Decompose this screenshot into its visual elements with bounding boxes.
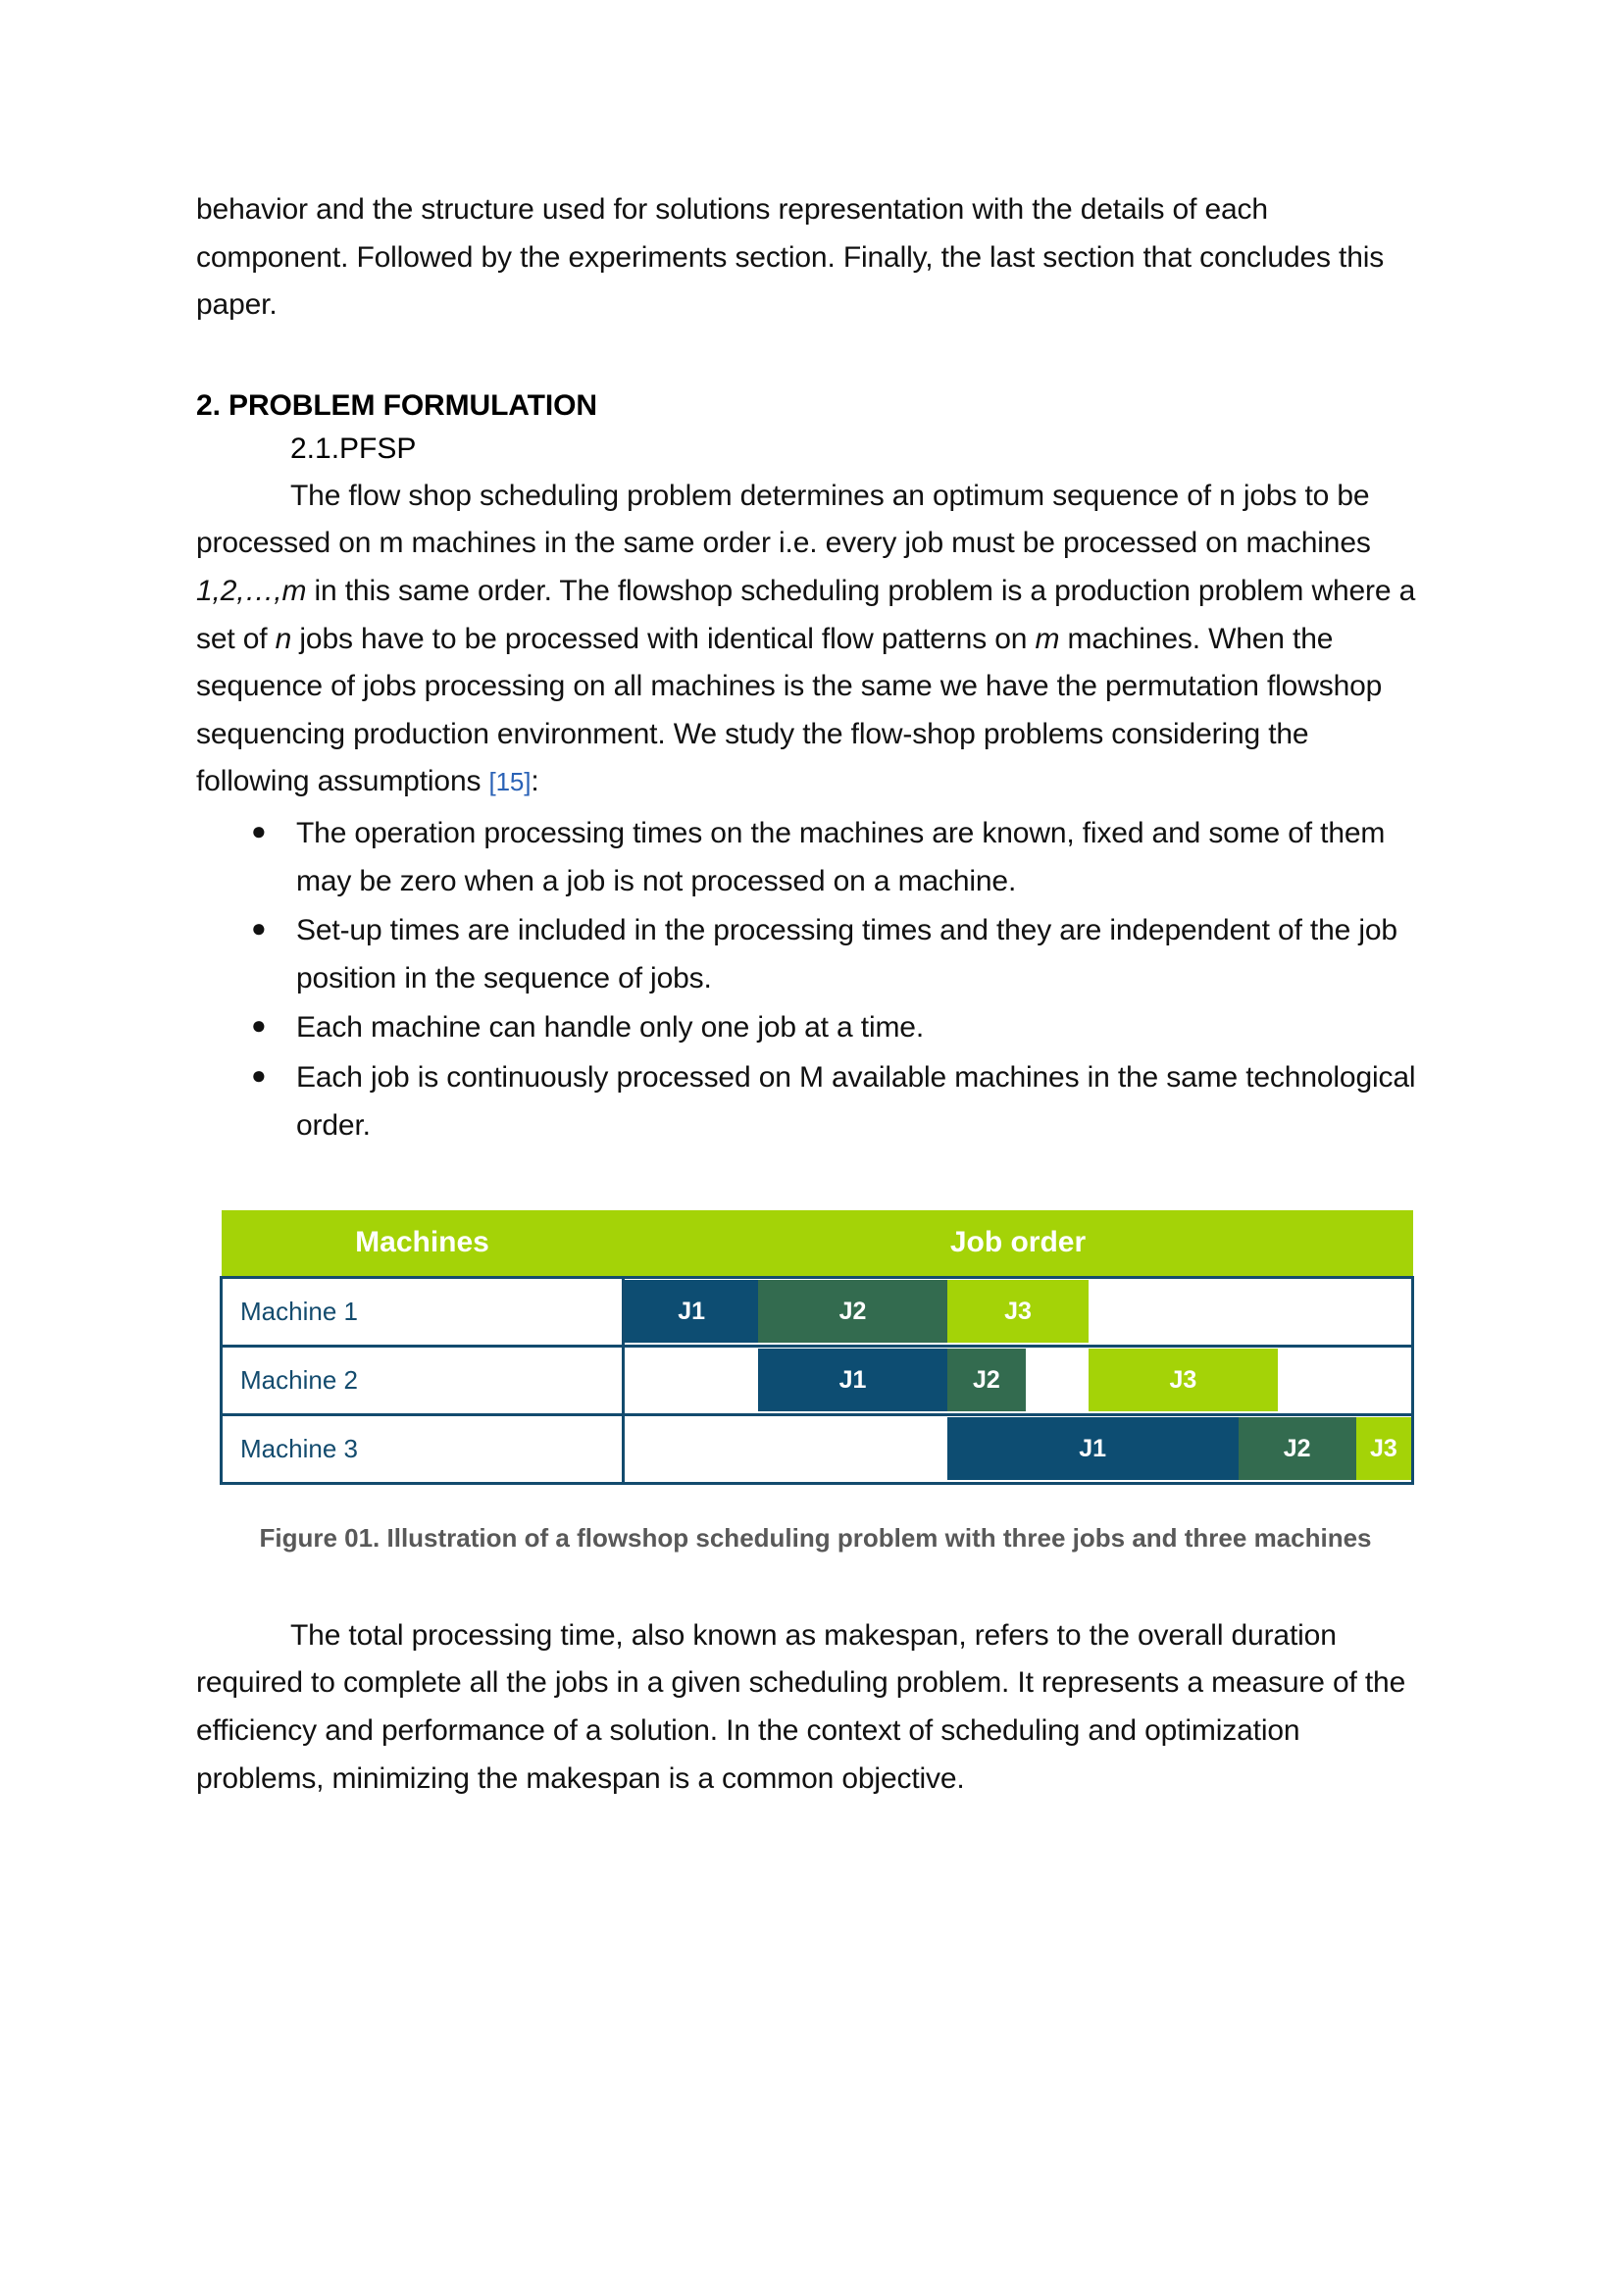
gantt-bar-j1: J1 — [625, 1280, 758, 1343]
assumption-text: Each job is continuously processed on M available machines in the same technological order. — [296, 1060, 1416, 1142]
pfsp-text-part5: : — [531, 765, 539, 798]
gantt-bar-j2: J2 — [947, 1349, 1026, 1411]
gantt-header-row — [222, 1210, 1413, 1277]
column-header-machines: Machines — [355, 1226, 489, 1259]
assumption-text: The operation processing times on the machines are known, fixed and some of them may be zero when a job is not processed on a machine. — [296, 816, 1386, 897]
list-item — [196, 907, 1427, 1002]
machine-label: Machine 1 — [222, 1277, 624, 1346]
gantt-track — [625, 1417, 1411, 1480]
figure-flowshop-gantt — [220, 1210, 1411, 1557]
gantt-track-machine-1 — [624, 1277, 1413, 1346]
gantt-track-machine-2 — [624, 1346, 1413, 1414]
table-row — [222, 1346, 1413, 1414]
bullet-icon: ● — [251, 1010, 267, 1041]
machine-label: Machine 3 — [222, 1414, 624, 1483]
math-variable-m: m — [1035, 622, 1060, 655]
gantt-bar-j3: J3 — [947, 1280, 1089, 1343]
column-header-job-order: Job order — [949, 1226, 1087, 1259]
pfsp-text-part4: machines. When the sequence of jobs processing on all machines is the same we have the permutation flowshop sequencing production environment. We study the flow-shop problems considering the following assumptions — [196, 622, 1383, 798]
spacer — [196, 1557, 1427, 1612]
gantt-bar-j2: J2 — [1239, 1417, 1356, 1480]
pfsp-paragraph — [196, 473, 1427, 806]
gantt-track — [625, 1280, 1411, 1343]
list-item — [196, 1054, 1427, 1149]
gantt-bar-j1: J1 — [758, 1349, 946, 1411]
math-variable-machines: 1,2,…,m — [196, 574, 307, 607]
assumption-text: Set-up times are included in the processing times and they are independent of the job position in the sequence of jobs. — [296, 914, 1397, 994]
gantt-chart-table — [220, 1210, 1414, 1485]
bullet-icon: ● — [251, 1059, 267, 1090]
gantt-track-machine-3 — [624, 1414, 1413, 1483]
machine-label: Machine 2 — [222, 1346, 624, 1414]
gantt-bar-j1: J1 — [947, 1417, 1239, 1480]
assumptions-list — [196, 810, 1427, 1149]
math-variable-n: n — [275, 622, 292, 655]
bullet-icon: ● — [251, 815, 267, 845]
assumption-text: Each machine can handle only one job at a time. — [296, 1011, 925, 1045]
list-item — [196, 1004, 1427, 1052]
gantt-bar-j3: J3 — [1089, 1349, 1277, 1411]
citation-link-15[interactable]: [15] — [488, 767, 532, 797]
closing-paragraph: The total processing time, also known as makespan, refers to the overall duration required to complete all the jobs in a given scheduling problem. It represents a measure of the efficiency and performance of a solution. In the context of scheduling and optimization problems, minimizing the makespan is a common objective. — [196, 1618, 1406, 1795]
table-row — [222, 1414, 1413, 1483]
pfsp-text-part2: in this same order. The flowshop scheduling problem is a production problem where a set of — [196, 574, 1416, 655]
pfsp-text-part1: The flow shop scheduling problem determines an optimum sequence of n jobs to be processed on m machines in the same order i.e. every job must be processed on machines — [196, 479, 1371, 560]
gantt-bar-j3: J3 — [1356, 1417, 1411, 1480]
subsection-heading: 2.1.PFSP — [290, 433, 417, 466]
intro-paragraph: behavior and the structure used for solutions representation with the details of each component. Followed by the experiments section. Finally, the last section that concludes this paper. — [196, 193, 1385, 322]
gantt-bar-j2: J2 — [758, 1280, 946, 1343]
spacer — [196, 330, 1427, 384]
pfsp-text-part3: jobs have to be processed with identical flow patterns on — [291, 622, 1036, 655]
page-title: 2. PROBLEM FORMULATION — [196, 388, 597, 422]
list-item — [196, 810, 1427, 905]
figure-caption: Figure 01. Illustration of a flowshop scheduling problem with three jobs and three machines — [259, 1522, 1372, 1553]
gantt-track — [625, 1349, 1411, 1411]
page-content — [196, 186, 1427, 1803]
bullet-icon: ● — [251, 913, 267, 943]
table-row — [222, 1277, 1413, 1346]
